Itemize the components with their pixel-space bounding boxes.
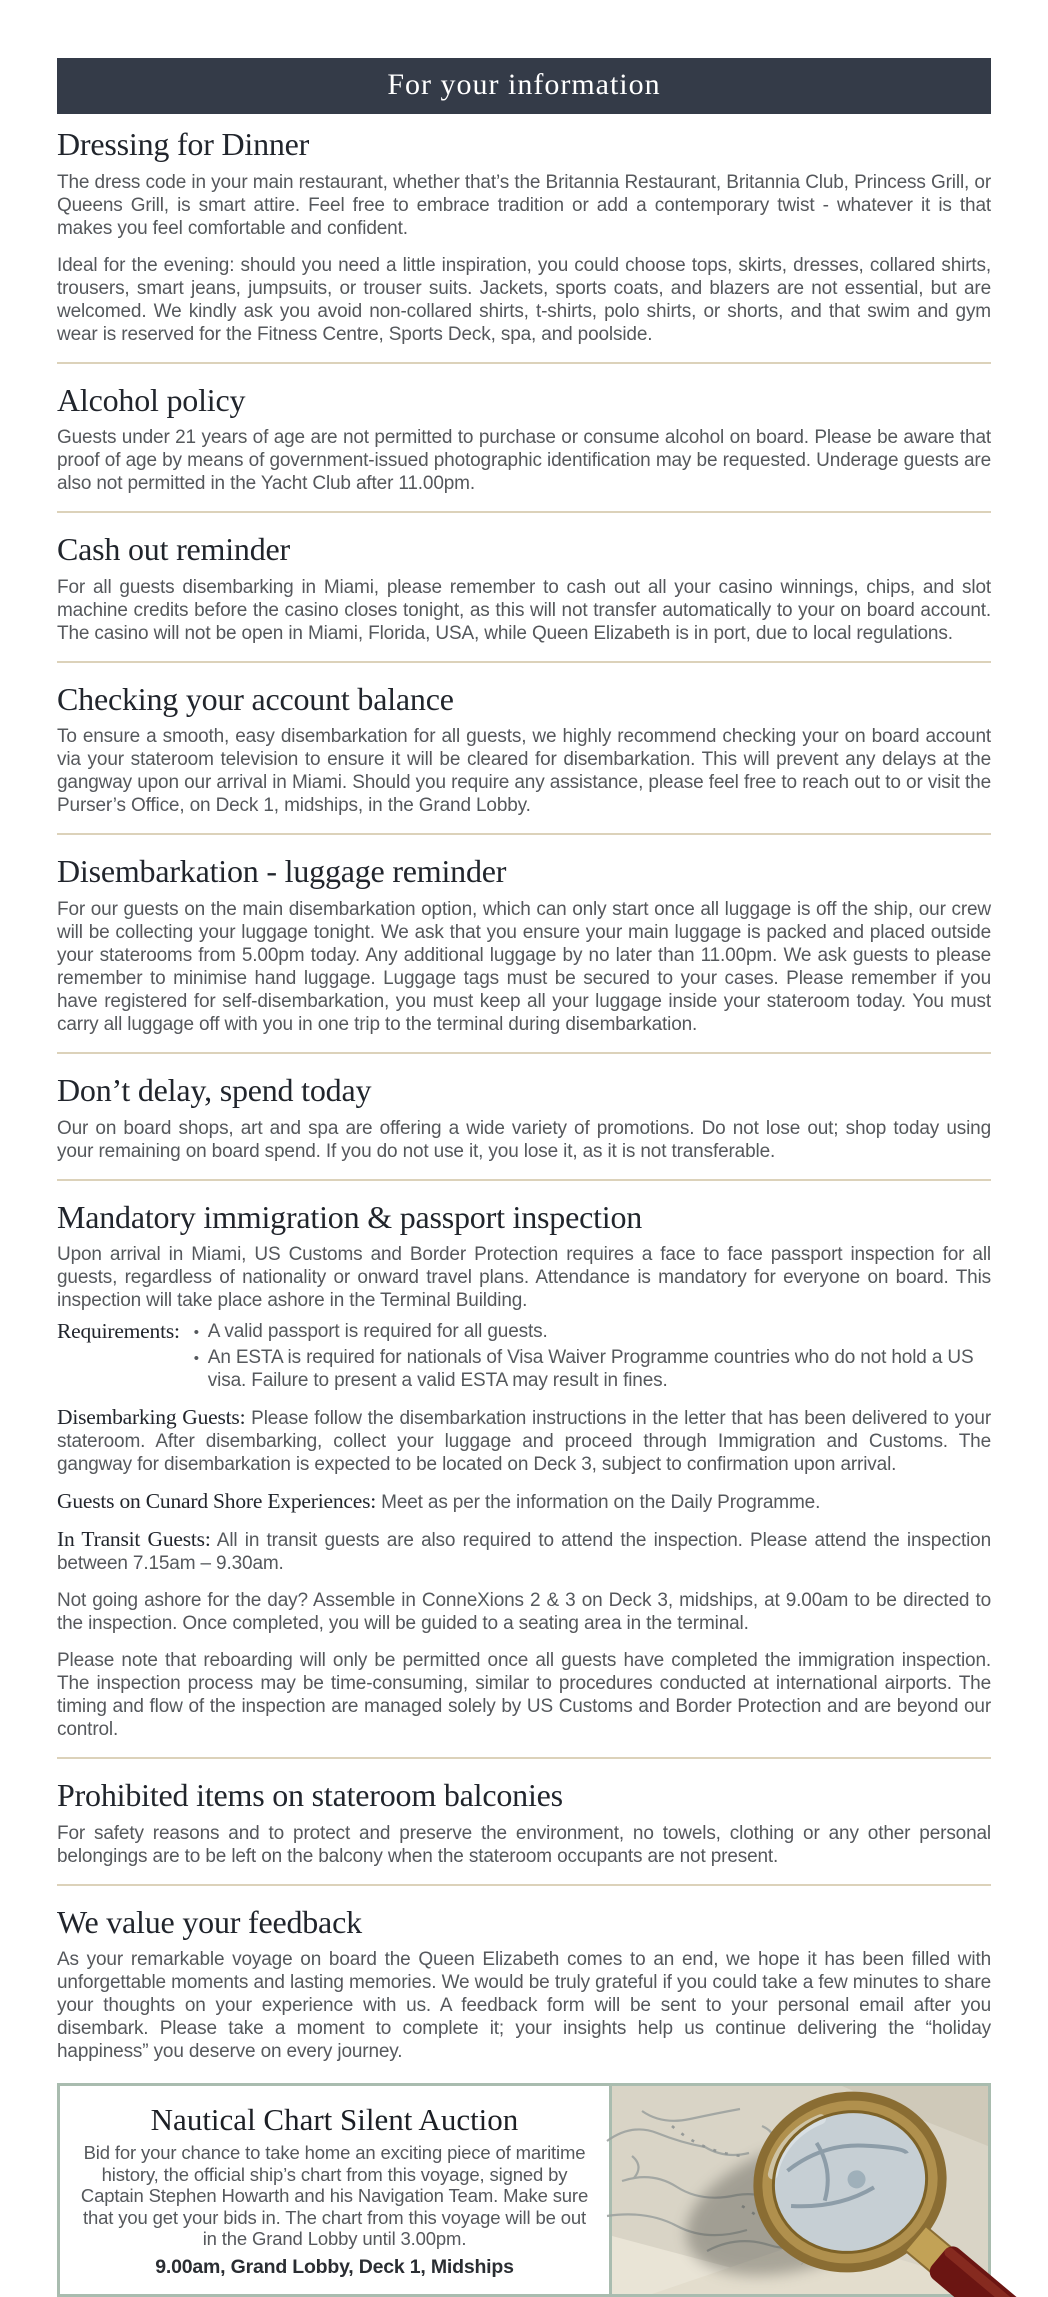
section-divider <box>57 1757 991 1759</box>
section-divider <box>57 661 991 663</box>
section-paragraph: Please note that reboarding will only be permitted once all guests have completed the immigration inspection. The inspection process may be time-consuming, similar to procedures conducted at international airports. The timing and flow of the inspection are managed solely by US Customs and Border Protection and are beyond our control. <box>57 1650 991 1741</box>
paragraph-label: Guests on Cunard Shore Experiences: <box>57 1489 377 1514</box>
section-divider <box>57 1884 991 1886</box>
section-heading: We value your feedback <box>57 1903 362 1940</box>
section-account-balance <box>57 680 991 818</box>
section-prohibited-items <box>57 1779 991 1868</box>
section-immigration-inspection <box>57 1198 991 1742</box>
nautical-chart-photo <box>609 2086 988 2294</box>
section-paragraph: Upon arrival in Miami, US Customs and Border Protection requires a face to face passport inspection for all guests, regardless of nationality or onward travel plans. Attendance is mandatory for everyone on board. This inspection will take place ashore in the Terminal Building. <box>57 1244 991 1312</box>
section-heading: Disembarkation - luggage reminder <box>57 853 507 890</box>
requirements-label: Requirements: <box>57 1319 180 1344</box>
requirement-text: An ESTA is required for nationals of Visa Waiver Programme countries who do not hold a US visa. Failure to present a valid ESTA may result in fines. <box>207 1347 974 1392</box>
section-luggage-reminder <box>57 855 991 1036</box>
banner-title: For your information <box>387 68 661 101</box>
labeled-paragraph <box>57 1528 991 1575</box>
requirement-text: A valid passport is required for all guests. <box>207 1321 548 1343</box>
paragraph-label: Disembarking Guests: <box>57 1405 246 1430</box>
section-paragraph: Not going ashore for the day? Assemble in ConneXions 2 & 3 on Deck 3, midships, at 9.00am to be directed to the inspection. Once completed, you will be guided to a seating area in the terminal. <box>57 1590 991 1635</box>
section-paragraph: The dress code in your main restaurant, whether that’s the Britannia Restaurant, Britannia Club, Princess Grill, or Queens Grill, is smart attire. Feel free to embrace tradition or add a contemporary twist - whatever it is that makes you feel comfortable and confident. <box>57 171 991 239</box>
section-paragraph: For all guests disembarking in Miami, please remember to cash out all your casino winnings, chips, and slot machine credits before the casino closes tonight, as this will not transfer automatically to your on board account. The casino will not be open in Miami, Florida, USA, while Queen Elizabeth is in port, due to local regulations. <box>57 576 991 644</box>
labeled-paragraph <box>57 1490 991 1514</box>
silent-auction-box <box>57 2083 991 2297</box>
paragraph-label: In Transit Guests: <box>57 1527 211 1552</box>
labeled-paragraph <box>57 1406 991 1476</box>
bullet-icon <box>194 1346 208 1392</box>
section-heading: Checking your account balance <box>57 680 454 717</box>
paragraph-text: Meet as per the information on the Daily Programme. <box>376 1492 821 1514</box>
section-heading: Prohibited items on stateroom balconies <box>57 1777 563 1814</box>
auction-schedule: 9.00am, Grand Lobby, Deck 1, Midships <box>155 2255 514 2278</box>
section-paragraph: Ideal for the evening: should you need a little inspiration, you could choose tops, skirts, dresses, collared shirts, trousers, smart jeans, jumpsuits, or trouser suits. Jackets, sports coats, and blazers are not essential, but are welcomed. We kindly ask you avoid non-collared shirts, t-shirts, polo shirts, or shorts, and that swim and gym wear is reserved for the Fitness Centre, Sports Deck, spa, and poolside. <box>57 254 991 345</box>
section-cash-out-reminder <box>57 533 991 645</box>
requirement-item <box>194 1320 991 1344</box>
paragraph-text: Please follow the disembarkation instructions in the letter that has been delivered to your stateroom. After disembarking, collect your luggage and proceed through Immigration and Customs. The gangway for disembarkation is expected to be located on Deck 3, subject to confirmation upon arrival. <box>57 1408 991 1476</box>
magnifying-glass-on-chart-illustration <box>612 2086 988 2294</box>
section-paragraph: As your remarkable voyage on board the Queen Elizabeth comes to an end, we hope it has been filled with unforgettable moments and lasting memories. We would be truly grateful if you could take a few minutes to share your thoughts on your experience with us. A feedback form will be sent to your personal email after you disembark. Please take a moment to complete it; your insights help us continue delivering the “holiday happiness” you deserve on every journey. <box>57 1949 991 2063</box>
section-alcohol-policy <box>57 381 991 496</box>
section-dressing-for-dinner <box>57 128 991 346</box>
requirements-block <box>57 1320 991 1394</box>
section-paragraph: Guests under 21 years of age are not permitted to purchase or consume alcohol on board. Please be aware that proof of age by means of government-issued photographic identification may be requested. Underage guests are also not permitted in the Yacht Club after 11.00pm. <box>57 427 991 495</box>
section-spend-today <box>57 1071 991 1163</box>
bullet-icon <box>194 1320 208 1344</box>
section-paragraph: For safety reasons and to protect and preserve the environment, no towels, clothing or any other personal belongings are to be left on the balcony when the stateroom occupants are not present. <box>57 1822 991 1867</box>
section-heading: Cash out reminder <box>57 531 290 568</box>
section-divider <box>57 1052 991 1054</box>
section-heading: Don’t delay, spend today <box>57 1071 372 1108</box>
section-paragraph: For our guests on the main disembarkation option, which can only start once all luggage is off the ship, our crew will be collecting your luggage tonight. We ask that you ensure your main luggage is packed and placed outside your staterooms from 5.00pm today. Any additional luggage by no later than 11.00pm. We ask guests to please remember to minimise hand luggage. Luggage tags must be secured to your cases. Please remember if you have registered for self-disembarkation, you must keep all your luggage inside your stateroom today. You must carry all luggage off with you in one trip to the terminal during disembarkation. <box>57 898 991 1035</box>
section-feedback <box>57 1903 991 2064</box>
auction-title: Nautical Chart Silent Auction <box>150 2101 519 2137</box>
section-heading: Alcohol policy <box>57 381 246 418</box>
section-paragraph: To ensure a smooth, easy disembarkation for all guests, we highly recommend checking your on board account via your stateroom television to ensure it will be cleared for disembarkation. This will prevent any delays at the gangway upon our arrival in Miami. Should you require any assistance, please feel free to reach out to or visit the Purser’s Office, on Deck 1, midships, in the Grand Lobby. <box>57 726 991 817</box>
section-divider <box>57 362 991 364</box>
section-heading: Mandatory immigration & passport inspection <box>57 1198 643 1235</box>
section-divider <box>57 511 991 513</box>
auction-text-panel <box>60 2086 609 2294</box>
section-paragraph: Our on board shops, art and spa are offering a wide variety of promotions. Do not lose out; shop today using your remaining on board spend. If you do not use it, you lose it, as it is not transferable. <box>57 1117 991 1162</box>
requirements-list <box>194 1320 991 1394</box>
paragraph-text: All in transit guests are also required to attend the inspection. Please attend the inspection between 7.15am – 9.30am. <box>57 1530 991 1575</box>
info-banner <box>57 58 991 114</box>
section-heading: Dressing for Dinner <box>57 126 310 162</box>
auction-description: Bid for your chance to take home an exciting piece of maritime history, the official ship’s chart from this voyage, signed by Captain Stephen Howarth and his Navigation Team. Make sure that you get your bids in. The chart from this voyage will be out in the Grand Lobby until 3.00pm. <box>80 2142 589 2250</box>
section-divider <box>57 1179 991 1181</box>
requirement-item <box>194 1346 991 1392</box>
section-divider <box>57 833 991 835</box>
